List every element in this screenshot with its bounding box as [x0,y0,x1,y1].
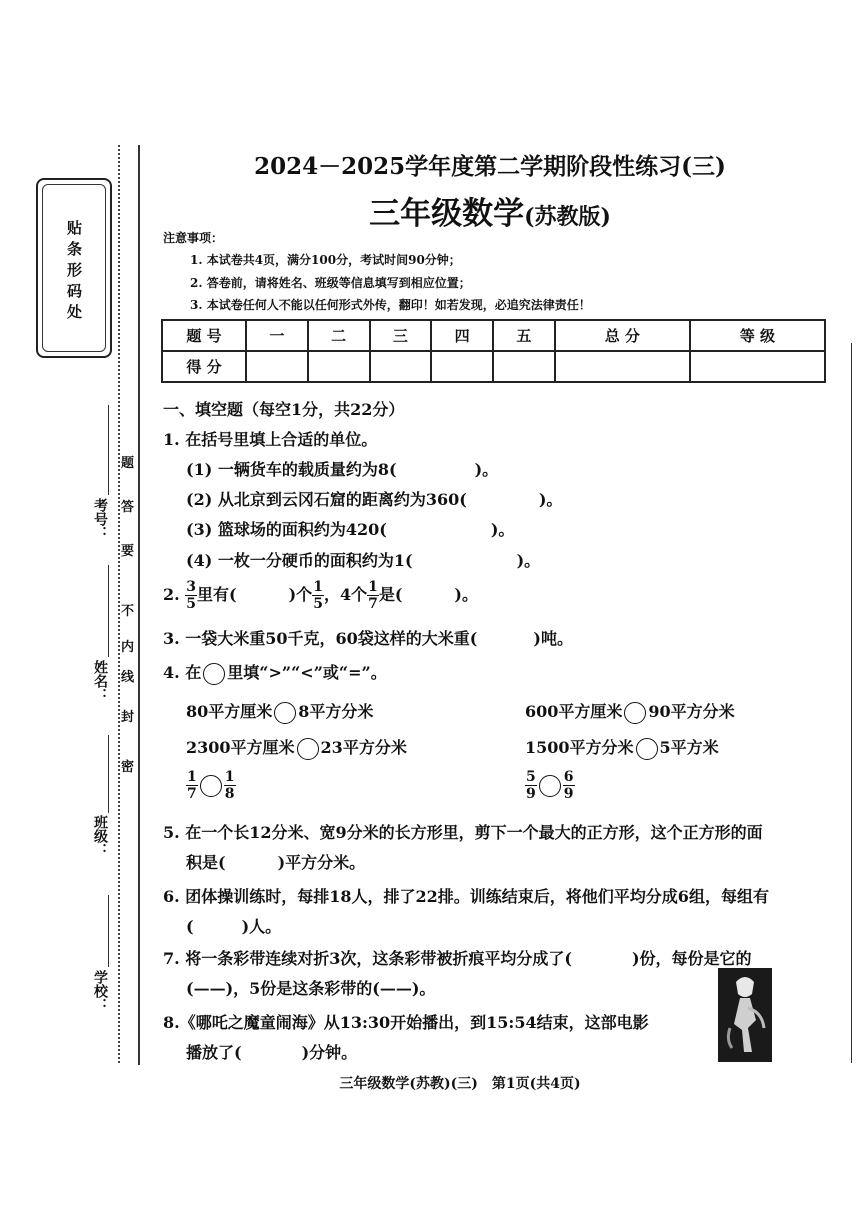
q-text: )。 [538,490,563,509]
question-1-3 [186,517,514,540]
compare-item: 600平方厘米 90平方分米 [525,699,735,724]
question-5-line1: 5. 在一个长12分米、宽9分米的长方形里，剪下一个最大的正方形，这个正方形的面 [163,823,763,842]
q-text: 是( [378,585,403,604]
score-cell[interactable] [690,351,825,382]
notice-item: 2. 答卷前，请将姓名、班级等信息填写到相应位置； [190,276,471,290]
fraction: $\frac{5}{9}$ [526,769,536,802]
subtitle-suffix: (苏教版) [524,204,611,230]
name-line[interactable] [108,565,109,657]
table-cell: 等 级 [690,320,825,351]
q-text: 里填“>”“<”或“=”。 [227,663,387,682]
q-text: )。 [454,585,478,604]
name-label: 姓名： [92,660,108,702]
table-cell: 三 [370,320,432,351]
notice-item: 3. 本试卷任何人不能以任何形式外传，翻印！如若发现，必追究法律责任！ [190,298,591,312]
question-3 [163,626,573,649]
notice-item: 1. 本试卷共4页，满分100分，考试时间90分钟； [190,253,461,267]
question-1-4 [186,548,540,571]
question-1-stem: 1. 在括号里填上合适的单位。 [163,430,378,449]
question-7-line1: 7. 将一条彩带连续对折3次，这条彩带被折痕平均分成了( )份，每份是它的 [163,949,752,968]
compare-circle[interactable] [200,775,222,797]
q-text: )。 [490,520,515,539]
barcode-sticker-area [36,178,112,358]
q-text: 4. 在 [163,663,202,682]
compare-circle[interactable] [636,738,658,760]
question-1-1 [186,457,498,480]
q-text: 里有( [197,585,237,604]
page-edge-line [851,343,852,1063]
table-cell: 总 分 [555,320,690,351]
barcode-label: 贴条形码处 [65,220,83,325]
compare-circle[interactable] [624,702,646,724]
dotted-fold-line [118,145,120,1063]
question-4 [163,660,387,685]
table-cell: 五 [493,320,555,351]
question-1-2 [186,487,562,510]
table-cell: 题 号 [162,320,246,351]
fraction: $\frac{3}{5}$ [186,579,197,612]
table-cell: 二 [308,320,370,351]
class-label: 班级： [92,815,108,857]
compare-circle-icon [203,663,225,685]
seal-char: 题 [121,456,135,471]
exam-no-line[interactable] [108,405,109,495]
section-heading: 一、填空题（每空1分，共22分） [163,400,405,419]
compare-circle[interactable] [274,702,296,724]
question-5-line2: 积是( )平方分米。 [186,853,366,872]
score-cell[interactable] [246,351,308,382]
subtitle-main: 三年级数学 [369,196,525,232]
question-6-line2: ( )人。 [186,917,282,936]
question-6-line1: 6. 团体操训练时，每排18人，排了22排。训练结束后，将他们平均分成6组，每组有 [163,887,769,906]
score-cell[interactable] [493,351,555,382]
seal-char: 答 [121,500,135,515]
q-text: (2) 从北京到云冈石窟的距离约为360( [186,490,467,509]
fraction: $\frac{1}{7}$ [187,769,197,802]
seal-char: 不 [121,604,135,619]
school-label: 学校： [92,970,108,1012]
school-line[interactable] [108,895,109,967]
q-text: ，4个 [323,585,368,604]
q-text: )。 [474,460,499,479]
table-cell: 一 [246,320,308,351]
question-7-line2: (——)，5份是这条彩带的(——)。 [186,979,436,998]
exam-no-label: 考号： [92,498,108,540]
notice-heading: 注意事项： [163,231,224,245]
q-text: )。 [516,551,541,570]
class-line[interactable] [108,735,109,813]
q-text: (1) 一辆货车的载质量约为8( [186,460,397,479]
q-text: 3. 一袋大米重50千克，60袋这样的大米重( [163,629,478,648]
compare-item: 1500平方分米 5平方米 [525,735,719,760]
exam-title: 2024－2025学年度第二学期阶段性练习(三) [254,153,726,180]
compare-item [525,770,575,801]
compare-item [186,770,236,801]
score-cell[interactable] [431,351,493,382]
fraction: $\frac{1}{5}$ [313,579,323,612]
score-cell[interactable] [370,351,432,382]
question-8-line2: 播放了( )分钟。 [186,1043,358,1062]
seal-char: 线 [121,670,135,685]
q-text: (4) 一枚一分硬币的面积约为1( [186,551,413,570]
score-table [161,319,826,383]
compare-item: 2300平方厘米 23平方分米 [186,735,407,760]
score-table-header-row [162,320,825,351]
fraction: $\frac{6}{9}$ [563,769,574,802]
q-text: 2. [163,585,180,604]
compare-circle[interactable] [539,775,561,797]
nezha-illustration-icon [718,968,772,1062]
score-cell[interactable] [555,351,690,382]
question-8-line1: 8.《哪吒之魔童闹海》从13:30开始播出，到15:54结束，这部电影 [163,1013,649,1032]
q-text: )吨。 [533,629,573,648]
seal-char: 要 [121,544,135,559]
compare-circle[interactable] [297,738,319,760]
fraction: $\frac{1}{7}$ [368,579,378,612]
page-footer: 三年级数学(苏教)(三) 第1页(共4页) [339,1076,581,1092]
score-table-score-row [162,351,825,382]
q-text: )个 [288,585,313,604]
compare-item: 80平方厘米 8平方分米 [186,699,373,724]
exam-subtitle [190,188,790,233]
margin-border-line [138,145,140,1065]
seal-char: 密 [121,760,135,775]
table-cell: 得 分 [162,351,246,382]
fraction: $\frac{1}{8}$ [224,769,235,802]
seal-char: 内 [121,640,135,655]
q-text: (3) 篮球场的面积约为420( [186,520,387,539]
seal-char: 封 [121,710,135,725]
question-2 [163,580,478,611]
score-cell[interactable] [308,351,370,382]
table-cell: 四 [431,320,493,351]
